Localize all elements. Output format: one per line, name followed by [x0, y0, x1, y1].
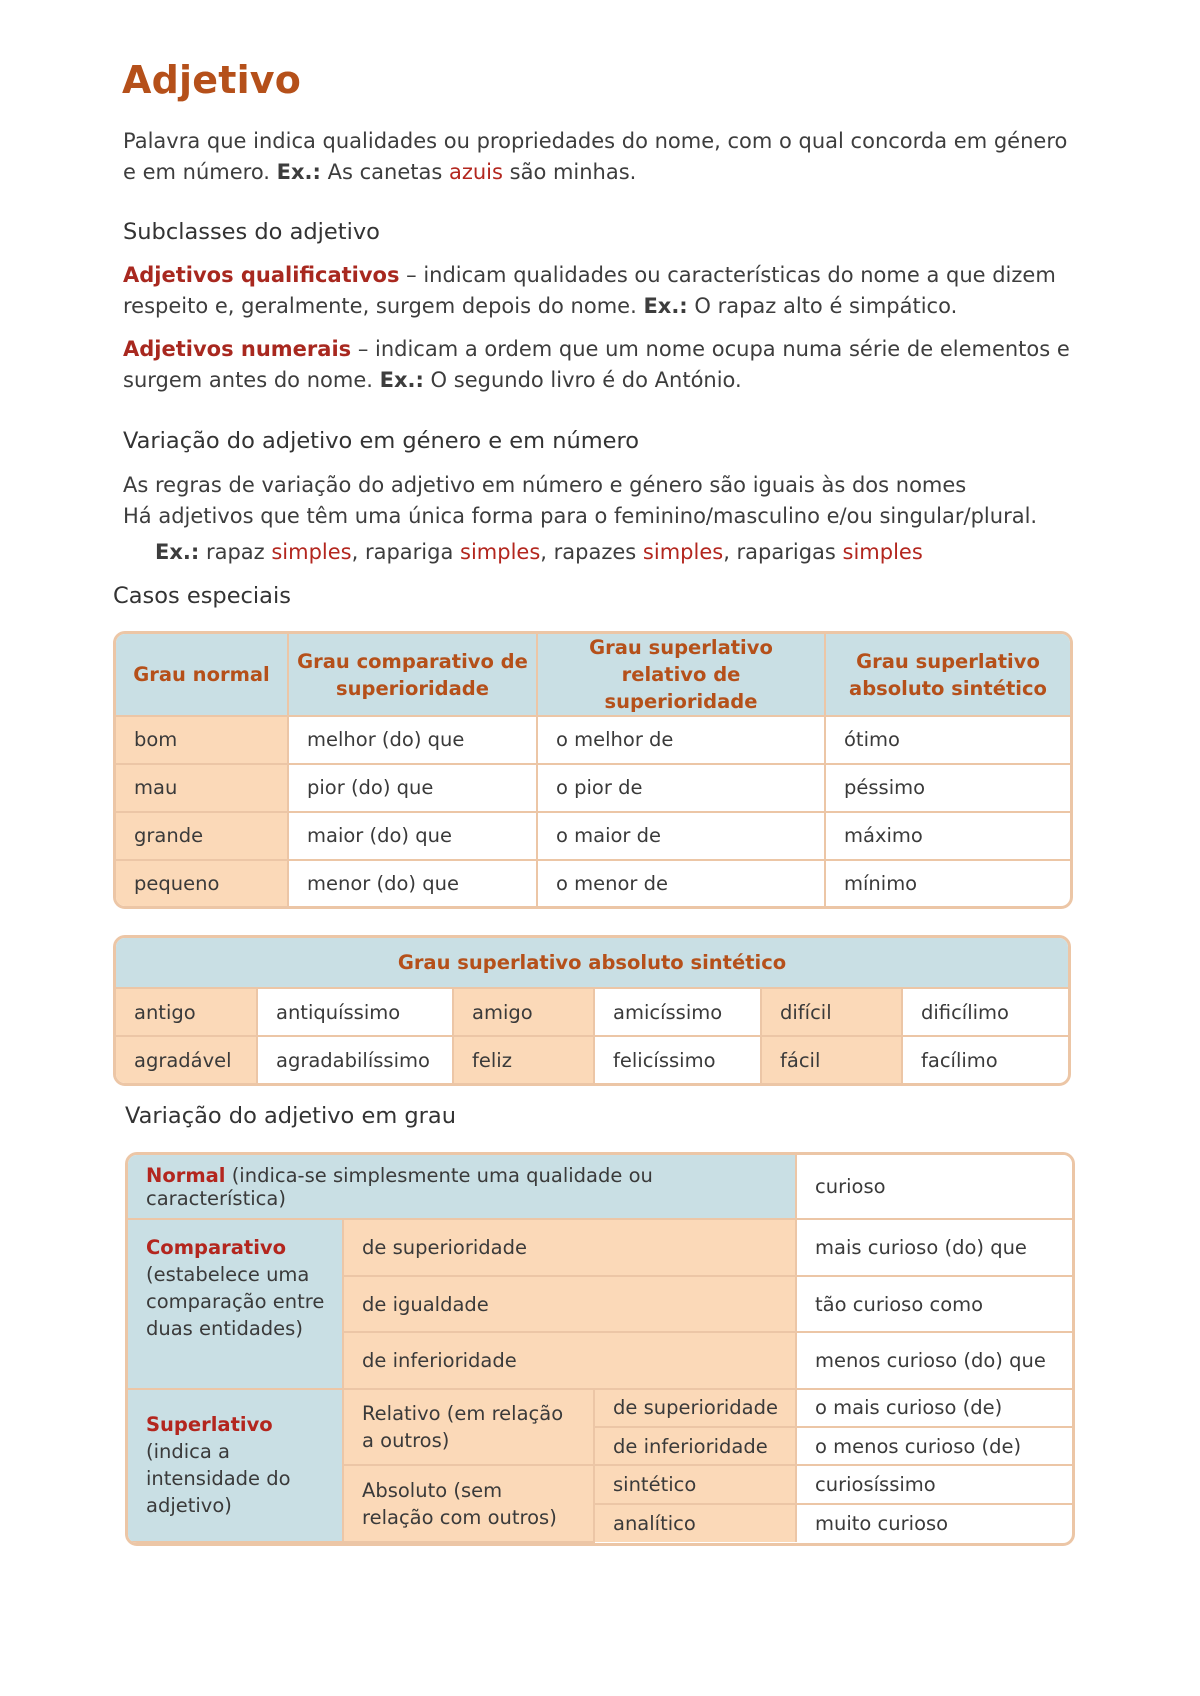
table-cell: menor (do) que — [288, 860, 537, 906]
numerais-ex-label: Ex.: — [379, 368, 424, 392]
qualificativos-ex-text: O rapaz alto é simpático. — [687, 294, 958, 318]
table-cell: amigo — [453, 988, 594, 1036]
numerais-ex-text: O segundo livro é do António. — [423, 368, 742, 392]
page-title: Adjetivo — [122, 58, 302, 102]
table-cell: bom — [116, 716, 288, 764]
table-cell: de inferioridade — [343, 1332, 796, 1389]
table-cell: maior (do) que — [288, 812, 537, 860]
intro-ex-label: Ex.: — [276, 160, 321, 184]
qualificativos-term: Adjetivos qualificativos — [123, 263, 400, 287]
variacao-genero-heading: Variação do adjetivo em género e em número — [123, 428, 639, 454]
table-cell: ótimo — [825, 716, 1070, 764]
variacao-genero-example — [155, 537, 1085, 568]
example-part-highlight: simples — [842, 540, 923, 564]
example-part-highlight: simples — [460, 540, 541, 564]
header-grau-superlativo-relativo: Grau superlativo relativo de superioridade — [537, 634, 825, 716]
variacao-genero-line-2: Há adjetivos que têm uma única forma para o feminino/masculino e/ou singular/plural. — [123, 504, 1038, 528]
table-header-row — [116, 634, 1070, 716]
superlativo-table-header: Grau superlativo absoluto sintético — [116, 938, 1068, 988]
numerais-paragraph — [123, 334, 1083, 396]
table-cell: analítico — [594, 1504, 796, 1542]
table-cell: agradável — [116, 1036, 257, 1083]
superlativo-desc: (indica a intensidade do adjetivo) — [146, 1440, 291, 1518]
numerais-text: – indicam a ordem que um nome ocupa numa série de elementos e surgem antes do nome. — [123, 337, 1070, 392]
example-part: , rapazes — [540, 540, 643, 564]
table-cell: amicíssimo — [594, 988, 761, 1036]
example-label: Ex.: — [155, 540, 200, 564]
table-cell: grande — [116, 812, 288, 860]
superlativo-sintetico-table — [113, 935, 1071, 1086]
table-cell: o maior de — [537, 812, 825, 860]
intro-paragraph — [123, 126, 1083, 188]
header-grau-superlativo-absoluto: Grau superlativo absoluto sintético — [825, 634, 1070, 716]
table-cell: máximo — [825, 812, 1070, 860]
table-header-row — [116, 938, 1068, 988]
table-row — [116, 1036, 1068, 1083]
table-cell: péssimo — [825, 764, 1070, 812]
table-cell: pior (do) que — [288, 764, 537, 812]
table-row — [116, 764, 1070, 812]
table-cell: o melhor de — [537, 716, 825, 764]
example-part: , raparigas — [723, 540, 843, 564]
table-cell: antiquíssimo — [257, 988, 453, 1036]
intro-ex-pre: As canetas — [320, 160, 449, 184]
table-cell: de igualdade — [343, 1276, 796, 1333]
qualificativos-text: – indicam qualidades ou características do nome a que dizem respeito e, geralmente, surgem depois do nome. — [123, 263, 1056, 318]
intro-ex-post: são minhas. — [502, 160, 637, 184]
table-cell: menos curioso (do) que — [796, 1332, 1072, 1389]
relativo-cell: Relativo (em relação a outros) — [343, 1389, 594, 1466]
variacao-grau-heading: Variação do adjetivo em grau — [125, 1103, 456, 1129]
table-cell: curioso — [796, 1155, 1072, 1219]
intro-text: Palavra que indica qualidades ou propriedades do nome, com o qual concorda em género e em número. — [123, 129, 1068, 184]
table-row — [116, 716, 1070, 764]
table-cell: o menor de — [537, 860, 825, 906]
table-row — [128, 1219, 1072, 1276]
table-cell: curiosíssimo — [796, 1465, 1072, 1504]
example-part: rapaz — [199, 540, 272, 564]
table-cell: o menos curioso (de) — [796, 1427, 1072, 1465]
table-cell: agradabilíssimo — [257, 1036, 453, 1083]
table-cell: o pior de — [537, 764, 825, 812]
table-cell: felicíssimo — [594, 1036, 761, 1083]
intro-ex-highlight: azuis — [448, 160, 503, 184]
table-cell: sintético — [594, 1465, 796, 1504]
table-cell: de superioridade — [343, 1219, 796, 1276]
comparativo-desc: (estabelece uma comparação entre duas entidades) — [146, 1263, 325, 1341]
normal-cell — [128, 1155, 796, 1219]
absoluto-cell: Absoluto (sem relação com outros) — [343, 1465, 594, 1542]
table-row — [116, 812, 1070, 860]
table-cell: muito curioso — [796, 1504, 1072, 1542]
table-cell: mais curioso (do) que — [796, 1219, 1072, 1276]
casos-especiais-heading: Casos especiais — [113, 583, 291, 609]
table-cell: pequeno — [116, 860, 288, 906]
table-cell: o mais curioso (de) — [796, 1389, 1072, 1427]
table-cell: tão curioso como — [796, 1276, 1072, 1333]
header-grau-normal: Grau normal — [116, 634, 288, 716]
numerais-term: Adjetivos numerais — [123, 337, 352, 361]
superlativo-cell — [128, 1389, 343, 1542]
table-cell: dificílimo — [902, 988, 1068, 1036]
table-row — [128, 1389, 1072, 1427]
comparativo-cell — [128, 1219, 343, 1389]
table-cell: de inferioridade — [594, 1427, 796, 1465]
table-row-normal — [128, 1155, 1072, 1219]
variacao-grau-table — [125, 1152, 1075, 1546]
subclasses-heading: Subclasses do adjetivo — [123, 219, 380, 245]
table-cell: mau — [116, 764, 288, 812]
qualificativos-paragraph — [123, 260, 1083, 322]
normal-desc: (indica-se simplesmente uma qualidade ou característica) — [146, 1163, 653, 1210]
table-row — [116, 988, 1068, 1036]
example-part-highlight: simples — [642, 540, 724, 564]
example-part: , rapariga — [351, 540, 461, 564]
table-cell: facílimo — [902, 1036, 1068, 1083]
table-cell: melhor (do) que — [288, 716, 537, 764]
table-cell: feliz — [453, 1036, 594, 1083]
table-cell: difícil — [761, 988, 902, 1036]
table-cell: mínimo — [825, 860, 1070, 906]
table-cell: antigo — [116, 988, 257, 1036]
header-grau-comparativo: Grau comparativo de superioridade — [288, 634, 537, 716]
superlativo-term: Superlativo — [146, 1413, 273, 1437]
qualificativos-ex-label: Ex.: — [643, 294, 688, 318]
table-cell: fácil — [761, 1036, 902, 1083]
comparativo-term: Comparativo — [146, 1236, 287, 1260]
table-cell: de superioridade — [594, 1389, 796, 1427]
example-part-highlight: simples — [271, 540, 352, 564]
variacao-genero-line-1: As regras de variação do adjetivo em número e género são iguais às dos nomes — [123, 473, 967, 497]
casos-especiais-table — [113, 631, 1073, 909]
normal-term: Normal — [146, 1163, 226, 1187]
table-row — [116, 860, 1070, 906]
